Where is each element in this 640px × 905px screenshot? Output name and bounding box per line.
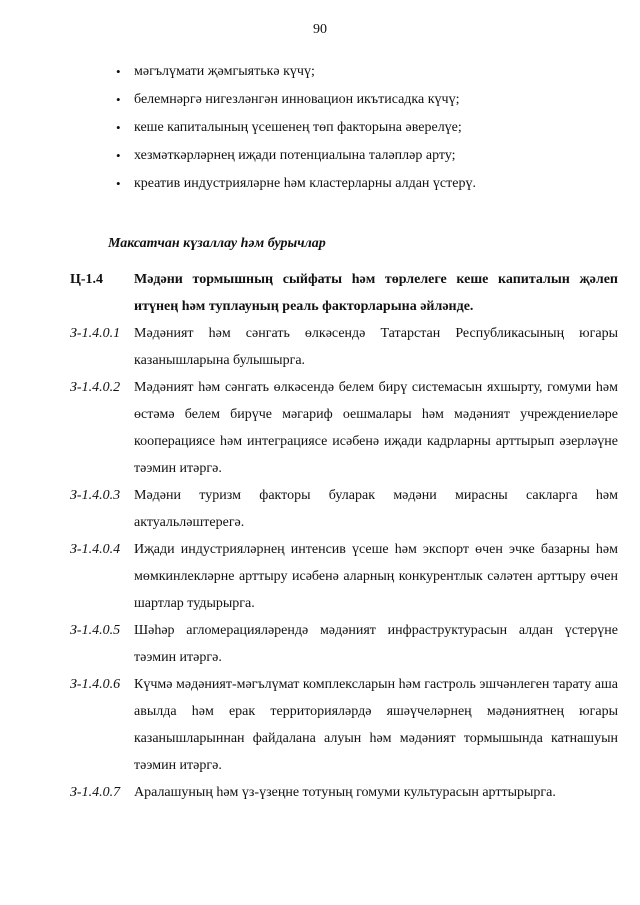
task-code: З-1.4.0.2 — [70, 380, 121, 395]
task-item — [70, 671, 618, 779]
task-item — [70, 374, 618, 482]
task-code: З-1.4.0.6 — [70, 677, 121, 692]
bullet-icon: • — [116, 92, 121, 107]
bullet-icon: • — [116, 148, 121, 163]
bullet-text: мәгълүмати җәмгыятькә күчү; — [134, 64, 315, 79]
task-text: Мәдәният һәм сәнгать өлкәсендә Татарстан Республикасының югары казанышларына булышырга. — [134, 326, 618, 368]
bullet-text: креатив индустрияләрне һәм кластерларны алдан үстерү. — [134, 176, 476, 191]
section-subheading: Максатчан күзаллау һәм бурычлар — [108, 236, 326, 251]
page-number: 90 — [313, 22, 327, 37]
goal-code: Ц-1.4 — [70, 272, 104, 287]
bullet-icon: • — [116, 120, 121, 135]
bullet-list — [116, 62, 616, 202]
bullet-text: хезмәткәрләрнең иҗади потенциалына таләпләр арту; — [134, 148, 456, 163]
task-item — [70, 617, 618, 671]
task-item — [70, 320, 618, 374]
task-text: Иҗади индустрияләрнең интенсив үсеше һәм экспорт өчен эчке базарны һәм мөмкинлекләрне арттыру исәбенә аларның конкурентлык сәләтен арттыру өчен шартлар тудырырга. — [134, 542, 618, 611]
task-text: Шәһәр агломерацияләрендә мәдәният инфраструктурасын алдан үстерүне тәэмин итәргә. — [134, 623, 618, 665]
bullet-item — [116, 62, 616, 90]
bullet-text: белемнәргә нигезләнгән инновацион икътисадка күчү; — [134, 92, 460, 107]
task-item — [70, 536, 618, 617]
task-code: З-1.4.0.7 — [70, 785, 121, 800]
task-item — [70, 482, 618, 536]
task-text: Аралашуның һәм үз-үзеңне тотуның гомуми культурасын арттырырга. — [134, 785, 556, 800]
task-code: З-1.4.0.3 — [70, 488, 121, 503]
bullet-item — [116, 146, 616, 174]
task-text: Мәдәни туризм факторы буларак мәдәни мирасны сакларга һәм актуальләштерегә. — [134, 488, 618, 530]
goal-block — [70, 266, 618, 320]
task-item — [70, 779, 618, 806]
task-code: З-1.4.0.5 — [70, 623, 121, 638]
bullet-icon: • — [116, 64, 121, 79]
task-text: Күчмә мәдәният-мәгълүмат комплексларын һәм гастроль эшчәнлеген тарату аша авылда һәм ерак территорияләрдә яшәүчеләрнең мәдәниятнең югары казанышларыннан файдалана алуын һәм мәдәният тормышында катнашуын тәэмин итәргә. — [134, 677, 618, 773]
bullet-item — [116, 118, 616, 146]
goal-text: Мәдәни тормышның сыйфаты һәм төрлелеге кеше капиталын җәлеп итүнең һәм туплауның реаль факторларына әйләнде. — [134, 272, 618, 314]
task-text: Мәдәният һәм сәнгать өлкәсендә белем бирү системасын яхшырту, гомуми һәм өстәмә белем бирүче мәгариф оешмалары һәм мәдәният учреждениеләре кооперациясе һәм интеграциясе исәбенә иҗади кадрларны арттырып әзерләүне тәэмин итәргә. — [134, 380, 618, 476]
task-code: З-1.4.0.1 — [70, 326, 121, 341]
bullet-text: кеше капиталының үсешенең төп факторына әверелүе; — [134, 120, 462, 135]
task-list — [70, 320, 618, 806]
bullet-item — [116, 174, 616, 202]
task-code: З-1.4.0.4 — [70, 542, 121, 557]
bullet-item — [116, 90, 616, 118]
bullet-icon: • — [116, 176, 121, 191]
